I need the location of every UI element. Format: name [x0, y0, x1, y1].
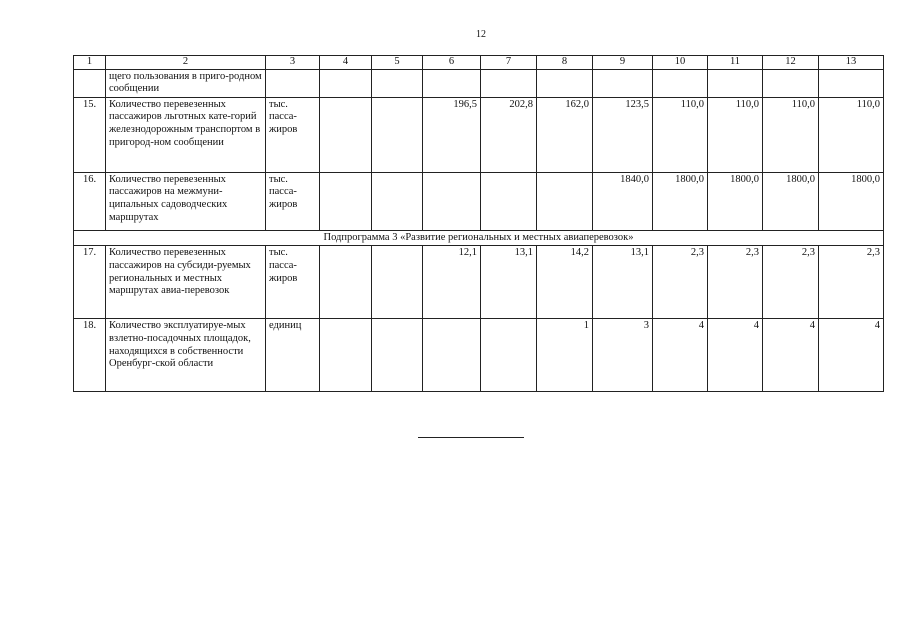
value-cell: 123,5 — [593, 97, 653, 172]
indicator-name: Количество перевезенных пассажиров льготных кате-горий железнодорожным транспортом в пригород-ном сообщении — [106, 97, 266, 172]
value-cell: 4 — [763, 319, 819, 392]
value-cell: 4 — [653, 319, 708, 392]
value-cell — [481, 319, 537, 392]
value-cell — [537, 172, 593, 230]
value-cell: 162,0 — [537, 97, 593, 172]
value-cell: 1840,0 — [593, 172, 653, 230]
row-number: 15. — [74, 97, 106, 172]
indicator-name: щего пользования в приго-родном сообщении — [106, 69, 266, 97]
value-cell — [423, 319, 481, 392]
column-header: 11 — [708, 56, 763, 70]
column-header: 6 — [423, 56, 481, 70]
indicator-name: Количество перевезенных пассажиров на межмуни-ципальных садоводческих маршрутах — [106, 172, 266, 230]
value-cell: 13,1 — [593, 246, 653, 319]
row-number: 17. — [74, 246, 106, 319]
column-header: 8 — [537, 56, 593, 70]
end-of-table-rule — [418, 437, 524, 438]
row-number: 16. — [74, 172, 106, 230]
table-row — [74, 172, 884, 230]
indicator-name: Количество перевезенных пассажиров на субсиди-руемых региональных и местных маршрутах авиа-перевозок — [106, 246, 266, 319]
value-cell: 196,5 — [423, 97, 481, 172]
value-cell — [372, 246, 423, 319]
value-cell: 202,8 — [481, 97, 537, 172]
column-header: 7 — [481, 56, 537, 70]
column-header: 4 — [320, 56, 372, 70]
column-header: 3 — [266, 56, 320, 70]
column-header: 10 — [653, 56, 708, 70]
column-header: 5 — [372, 56, 423, 70]
value-cell: 110,0 — [819, 97, 884, 172]
column-header: 9 — [593, 56, 653, 70]
value-cell — [372, 97, 423, 172]
unit: тыс. пасса-жиров — [266, 97, 320, 172]
value-cell: 2,3 — [653, 246, 708, 319]
value-cell — [372, 172, 423, 230]
unit: тыс. пасса-жиров — [266, 246, 320, 319]
table-row — [74, 246, 884, 319]
value-cell: 12,1 — [423, 246, 481, 319]
continuation-row — [74, 69, 884, 97]
value-cell: 2,3 — [819, 246, 884, 319]
subprogram-header-row — [74, 230, 884, 246]
page-number: 12 — [476, 29, 486, 40]
column-header: 13 — [819, 56, 884, 70]
table-row — [74, 97, 884, 172]
value-cell — [423, 172, 481, 230]
value-cell: 1800,0 — [763, 172, 819, 230]
value-cell: 110,0 — [708, 97, 763, 172]
row-number — [74, 69, 106, 97]
value-cell: 14,2 — [537, 246, 593, 319]
value-cell: 4 — [708, 319, 763, 392]
row-number: 18. — [74, 319, 106, 392]
unit: единиц — [266, 319, 320, 392]
value-cell — [372, 319, 423, 392]
value-cell: 2,3 — [708, 246, 763, 319]
value-cell: 1800,0 — [653, 172, 708, 230]
value-cell: 3 — [593, 319, 653, 392]
column-header: 12 — [763, 56, 819, 70]
value-cell: 13,1 — [481, 246, 537, 319]
indicators-table — [73, 55, 884, 392]
table-row — [74, 319, 884, 392]
value-cell — [320, 97, 372, 172]
column-numbers-row — [74, 56, 884, 70]
value-cell: 1 — [537, 319, 593, 392]
subprogram-title: Подпрограмма 3 «Развитие региональных и местных авиаперевозок» — [74, 230, 884, 246]
value-cell — [481, 172, 537, 230]
value-cell: 1800,0 — [708, 172, 763, 230]
value-cell: 1800,0 — [819, 172, 884, 230]
value-cell — [320, 319, 372, 392]
value-cell: 110,0 — [653, 97, 708, 172]
value-cell — [320, 172, 372, 230]
value-cell: 110,0 — [763, 97, 819, 172]
value-cell: 2,3 — [763, 246, 819, 319]
column-header: 2 — [106, 56, 266, 70]
column-header: 1 — [74, 56, 106, 70]
value-cell — [320, 246, 372, 319]
indicator-name: Количество эксплуатируе-мых взлетно-посадочных площадок, находящихся в собственности Оренбург-ской области — [106, 319, 266, 392]
value-cell: 4 — [819, 319, 884, 392]
unit: тыс. пасса-жиров — [266, 172, 320, 230]
